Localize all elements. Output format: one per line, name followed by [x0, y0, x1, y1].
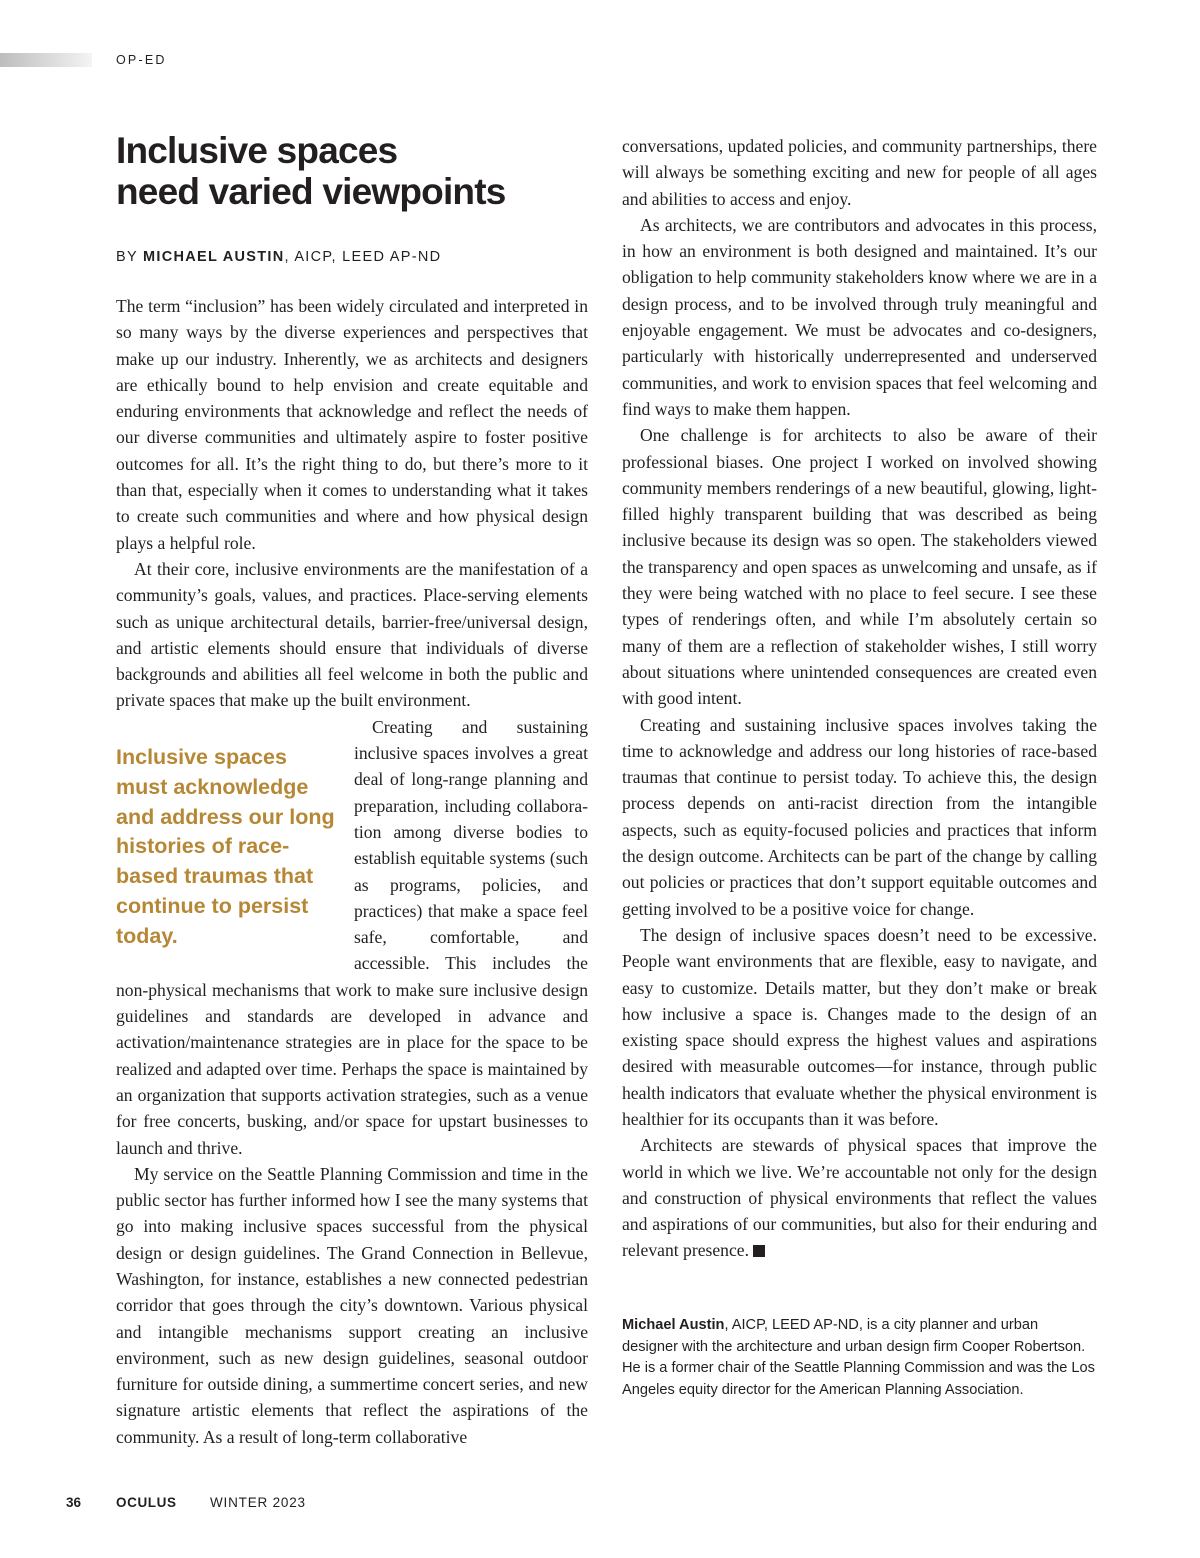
page-number: 36 — [66, 1495, 82, 1510]
body-paragraph: One challenge is for architects to also be aware of their professional biases. One project I worked on involved showing community members renderings of a new beautiful, glowing, light-filled highly transparent building that was described as being inclusive because its design was so open. The stakeholders viewed the transparency and open spaces as unwelcoming and unsafe, as if they were being watched with no place to feel secure. I see these types of renderings often, and while I’m absolutely certain so many of them are a reflection of stakeholder wishes, I still worry about situations where unintended consequences are created even with good intent. — [622, 425, 1097, 709]
body-paragraph-text: Creating and sustaining inclusive spaces involves a great deal of long-range planning and preparation, including collaboration among diverse bodies to establish equitable systems (such as programs, policies, and practices) that make a space feel safe, comfortable, and accessible. This includes the non-physical mechanisms that work to make sure inclusive design guidelines and standards are developed in advance and activation/maintenance strategies are in place for the space to be realized and adapted over time. Perhaps the space is maintained by an organization that supports activation strategies, such as a venue for free concerts, busking, and/or space for upstart businesses to launch and thrive. — [116, 716, 588, 1158]
body-paragraph: As architects, we are contributors and advocates in this process, in how an environment is both designed and maintained. It’s our obligation to help community stakeholders know where we are in a design process, and to be involved through truly meaningful and enjoyable engagement. We must be advocates and co-designers, particularly with historically underrepresented and underserved communities, and work to envision spaces that feel welcoming and find ways to make them happen. — [622, 214, 1097, 419]
end-of-article-square-icon — [753, 1245, 765, 1257]
final-paragraph-text: Architects are stewards of physical spaces that improve the world in which we live. We’re accountable not only for the design and construction of physical environments that reflect the values and aspirations of our communities, but also for their enduring and relevant presence. — [622, 1135, 1097, 1261]
body-paragraph-continued: conversations, updated policies, and community partnerships, there will always be something exciting and new for people of all ages and abilities to access and enjoy. — [622, 136, 1097, 209]
body-paragraph: My service on the Seattle Planning Commission and time in the public sector has further informed how I see the many systems that go into making inclusive spaces successful from the physical design or design guidelines. The Grand Connection in Bellevue, Washington, for instance, establishes a new connected pedestrian corridor that goes through the city’s downtown. Various physical and intangible mechanisms support creating an inclusive environment, such as new design guidelines, seasonal outdoor furniture for outside dining, a summertime concert series, and new signature artistic elements that reflect the aspirations of the community. As a result of long-term collaborative — [116, 1163, 588, 1447]
section-label: OP-ED — [116, 53, 167, 67]
headline-line-1: Inclusive spaces — [116, 130, 398, 171]
body-paragraph: The design of inclusive spaces doesn’t need to be excessive. People want environments that are flexible, easy to navigate, and easy to customize. Details matter, but they don’t make or break how inclusive a space is. Changes made to the design of an existing space should express the highest values and aspirations desired with measurable outcomes—for instance, through public health indicators that evaluate whether the physical environment is healthier for its occupants than it was before. — [622, 924, 1097, 1129]
headline-line-2: need varied viewpoints — [116, 171, 506, 212]
pull-quote: Inclusive spaces must acknowledge and address our long histories of race-based traumas that continue to persist today. — [116, 744, 335, 949]
article-left-column — [116, 130, 588, 1450]
bio-text: , AICP, LEED AP-ND, is a city planner and urban designer with the architecture and urban design firm Cooper Robertson. He is a former chair of the Seattle Planning Commission and was the Los Angeles equity director for the American Planning Association. — [622, 1316, 1095, 1399]
right-body-text — [622, 133, 1097, 1264]
article-right-column — [622, 133, 1097, 1402]
author-bio — [622, 1315, 1097, 1402]
issue-date: WINTER 2023 — [210, 1495, 306, 1510]
article-headline — [116, 130, 588, 212]
left-body-text — [116, 293, 588, 1450]
byline-prefix: BY — [116, 249, 144, 265]
body-paragraph: At their core, inclusive environments are the manifestation of a community’s goals, values, and practices. Place-serving elements such as unique architectural details, barrier-free/universal design, and artistic elements should ensure that individuals of diverse backgrounds and abilities all feel welcome in both the public and private spaces that make up the built environment. — [116, 558, 588, 711]
body-paragraph-with-pullquote — [116, 714, 588, 1161]
pullquote-spacer — [116, 714, 352, 738]
byline — [116, 249, 588, 265]
section-color-bar — [0, 53, 92, 67]
body-paragraph: The term “inclusion” has been widely circulated and interpreted in so many ways by the diverse experiences and perspectives that make up our industry. Inherently, we as architects and designers are ethically bound to help envision and create equitable and enduring environments that acknowledge and reflect the needs of our diverse communities and ultimately aspire to foster positive outcomes for all. It’s the right thing to do, but there’s more to it than that, especially when it comes to understanding what it takes to create such communities and where and how physical design plays a helpful role. — [116, 296, 588, 553]
bio-name: Michael Austin — [622, 1316, 725, 1333]
final-paragraph — [622, 1132, 1097, 1263]
body-paragraph: Creating and sustaining inclusive spaces involves taking the time to acknowledge and address our long histories of race-based traumas that continue to persist today. To achieve this, the design process depends on anti-racist direction from the intangible aspects, such as equity-focused policies and practices that inform the design outcome. Architects can be part of the change by calling out policies or practices that don’t support equitable outcomes and getting involved to be a positive voice for change. — [622, 714, 1097, 919]
publication-name: OCULUS — [116, 1495, 177, 1510]
byline-author: MICHAEL AUSTIN — [143, 249, 285, 265]
byline-credentials: , AICP, LEED AP-ND — [284, 249, 442, 265]
